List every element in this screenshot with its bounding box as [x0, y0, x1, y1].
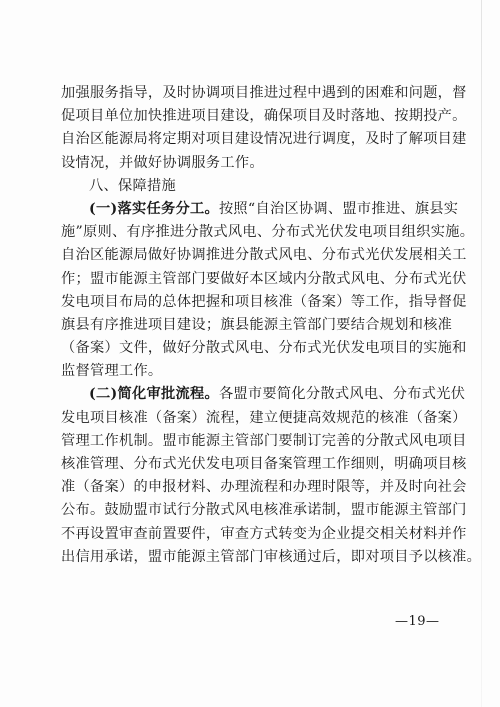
body-line: 加强服务指导，及时协调项目推进过程中遇到的困难和问题，督 — [61, 85, 467, 101]
page-edge-shadow — [481, 0, 482, 707]
subsection-1-title: (一)落实任务分工。 — [89, 200, 219, 217]
body-line: 自治区能源局做好协调推进分散式风电、分布式光伏发展相关工 — [61, 247, 467, 264]
body-line: 促项目单位加快推进项目建设，确保项目及时落地、按期投产。 — [61, 108, 467, 125]
body-line: 发电项目布局的总体把握和项目核准（备案）等工作，指导督促 — [61, 293, 467, 310]
body-line: 发电项目核准（备案）流程，建立便捷高效规范的核准（备案） — [61, 409, 467, 426]
body-line: 核准管理、分布式光伏发电项目备案管理工作细则，明确项目核 — [61, 456, 467, 472]
subsection-1-first-line — [61, 198, 459, 221]
body-line: 按照“自治区协调、盟市推进、旗县实 — [218, 200, 459, 217]
body-line: 自治区能源局将定期对项目建设情况进行调度，及时了解项目建 — [61, 131, 467, 148]
body-line: （备案）文件，做好分散式风电、分布式光伏发电项目的实施和 — [61, 340, 467, 357]
body-line: 不再设置审查前置要件，审查方式转变为企业提交相关材料并作 — [61, 525, 467, 542]
subsection-2-title: (二)简化审批流程。 — [89, 386, 219, 403]
page-number: —19— — [395, 614, 440, 629]
body-line: 旗县有序推进项目建设；旗县能源主管部门要结合规划和核准 — [61, 316, 453, 333]
body-line: 出信用承诺，盟市能源主管部门审核通过后，即对项目予以核准。 — [61, 548, 482, 565]
document-body — [61, 82, 482, 569]
body-line: 施”原则、有序推进分散式风电、分布式光伏发电项目组织实施。 — [61, 224, 475, 241]
body-line: 监督管理工作。 — [61, 363, 163, 380]
subsection-2-first-line — [61, 383, 466, 406]
section-heading: 八、保障措施 — [89, 177, 176, 194]
body-line: 作；盟市能源主管部门要做好本区域内分散式风电、分布式光伏 — [61, 270, 467, 287]
body-line: 公布。鼓励盟市试行分散式风电核准承诺制，盟市能源主管部门 — [61, 502, 467, 519]
body-line: 准（备案）的申报材料、办理流程和办理时限等，并及时向社会 — [61, 479, 467, 496]
body-line: 各盟市要简化分散式风电、分布式光伏 — [218, 386, 466, 403]
body-line: 管理工作机制。盟市能源主管部门要制订完善的分散式风电项目 — [61, 432, 467, 449]
body-line: 设情况，并做好协调服务工作。 — [61, 154, 264, 171]
